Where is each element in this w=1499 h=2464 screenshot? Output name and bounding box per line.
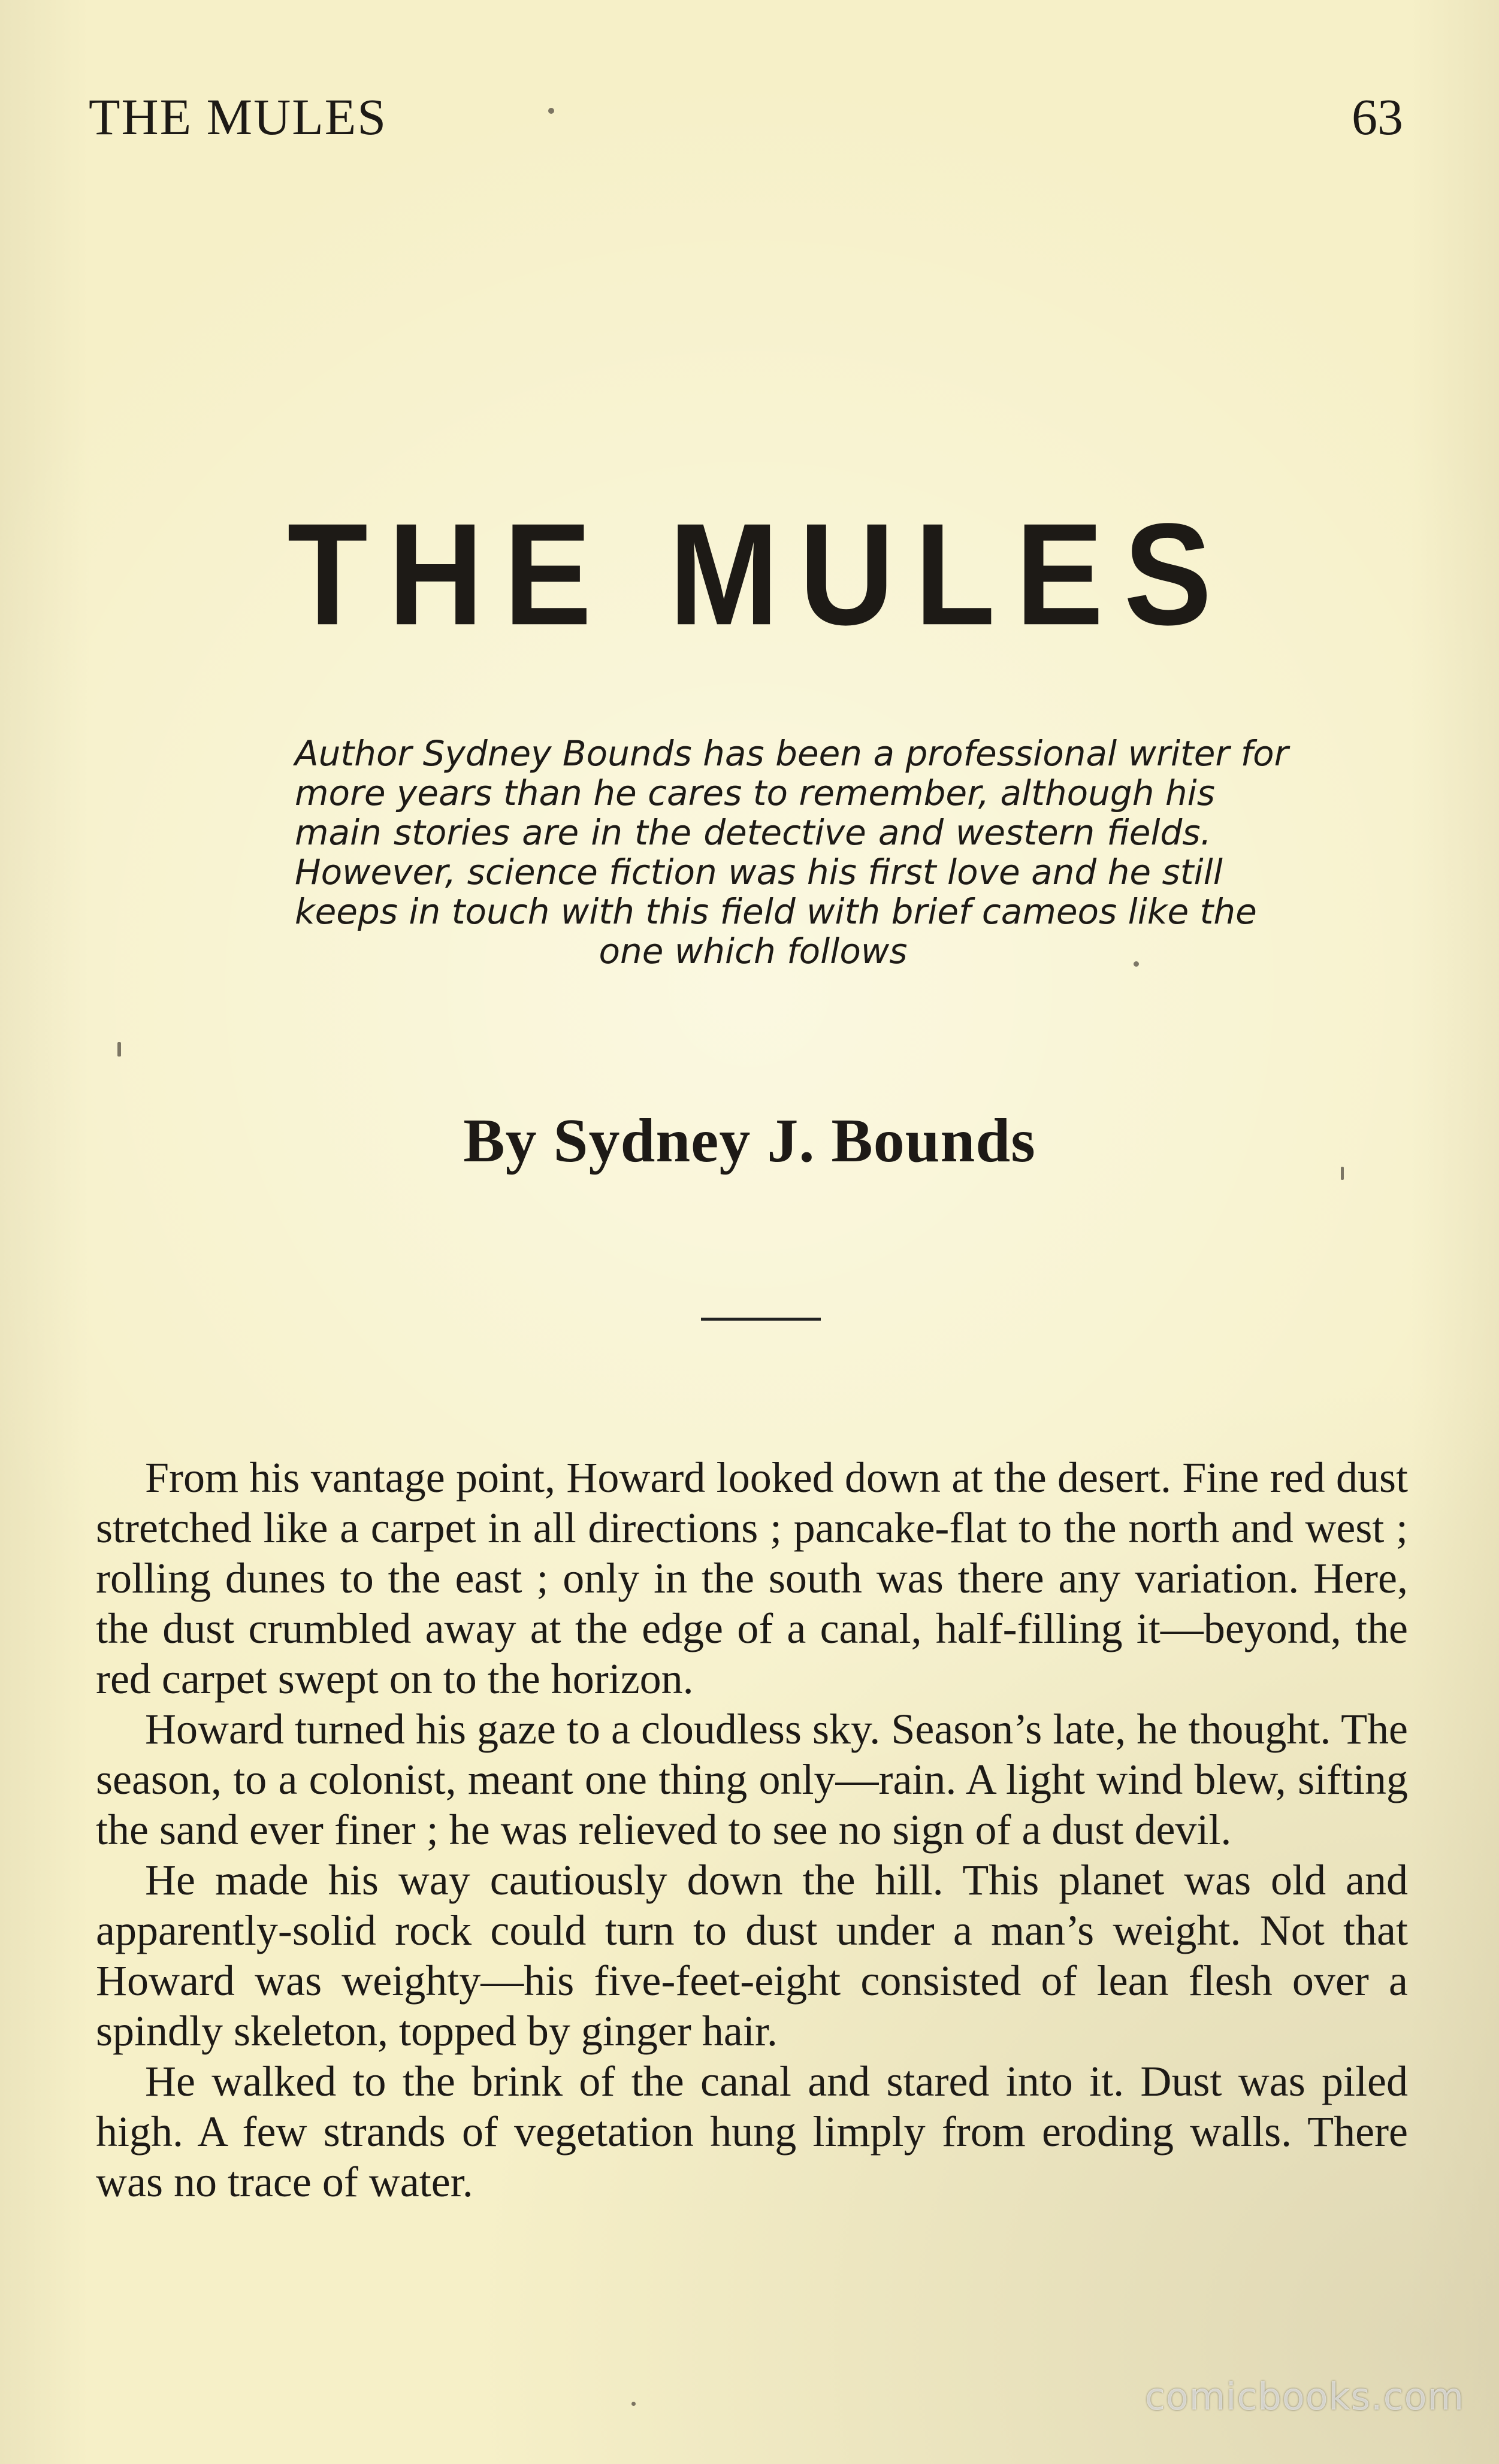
paper-speck: [117, 1042, 121, 1057]
intro-line: However, science fiction was his first love and he still: [295, 852, 1223, 892]
story-paragraph: Howard turned his gaze to a cloudless sky. Season’s late, he thought. The season, to a colonist, meant one thing only—rain. A light wind blew, sifting the sand ever finer ; he was relieved to see no sign of a dust devil.: [96, 1705, 1408, 1854]
paper-speck: [1341, 1167, 1344, 1180]
section-rule: [701, 1318, 821, 1321]
story-body: [96, 1452, 1408, 2207]
site-watermark: comicbooks.com: [1144, 2375, 1464, 2418]
page-number: 63: [1352, 88, 1403, 146]
paper-speck: [1134, 961, 1139, 967]
running-head: THE MULES: [89, 88, 388, 146]
paper-speck: [631, 2402, 636, 2406]
intro-line: keeps in touch with this field with brief cameos like the: [295, 891, 1257, 932]
story-paragraph: From his vantage point, Howard looked down at the desert. Fine red dust stretched like a carpet in all directions ; pancake-flat to the north and west ; rolling dunes to the east ; only in the south was there any variation. Here, the dust crumbled away at the edge of a canal, half-filling it—beyond, the red carpet swept on to the horizon.: [96, 1454, 1408, 1703]
story-title: THE MULES: [287, 493, 1232, 655]
author-byline: By Sydney J. Bounds: [463, 1106, 1036, 1175]
story-paragraph: He made his way cautiously down the hill. This planet was old and apparently-solid rock could turn to dust under a man’s weight. Not that Howard was weighty—his five-feet-eight consisted of lean flesh over a spindly skeleton, topped by ginger hair.: [96, 1856, 1408, 2055]
intro-line: one which follows: [599, 931, 908, 971]
story-paragraph: He walked to the brink of the canal and stared into it. Dust was piled high. A few strands of vegetation hung limply from eroding walls. There was no trace of water.: [96, 2057, 1408, 2206]
intro-line: main stories are in the detective and western fields.: [295, 812, 1211, 853]
intro-line: more years than he cares to remember, although his: [295, 773, 1216, 813]
intro-line: Author Sydney Bounds has been a professional writer for: [295, 733, 1289, 774]
author-introduction: [295, 733, 1289, 971]
paper-speck: [548, 108, 554, 114]
